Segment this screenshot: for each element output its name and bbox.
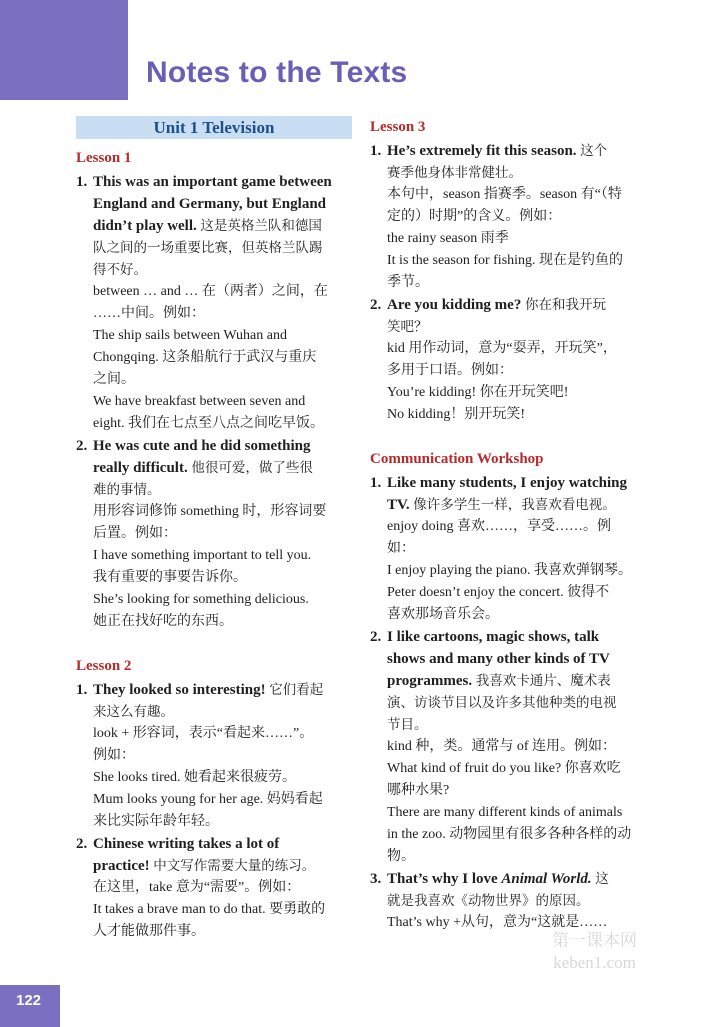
note-sentence: They looked so interesting! [93,682,266,698]
note-number: 1. [76,174,88,190]
note-sentence: really difficult. [93,460,188,476]
note-example: It takes a brave man to do that. 要勇敢的 [93,902,326,917]
note-example: The ship sails between Wuhan and [93,328,287,343]
note-sentence: Chinese writing takes a lot of [93,836,280,852]
workshop-note-3 [370,868,646,934]
note-explanation: 定的）时期”的含义。例如： [387,209,562,224]
note-translation: 笑吧？ [387,319,428,335]
right-column [370,116,646,934]
note-example: We have breakfast between seven and [93,394,306,409]
note-example: 物。 [387,849,415,864]
note-example: I have something important to tell you. [93,548,312,563]
note-explanation: kid 用作动词，意为“耍弄，开玩笑”， [387,341,617,356]
note-explanation: kind 种，类。通常与 of 连用。例如： [387,739,617,754]
note-sentence: England and Germany, but England [93,196,327,212]
lesson-1-heading: Lesson 1 [76,150,132,166]
note-translation: 队之间的一场重要比赛，但英格兰队踢 [93,240,323,256]
note-example: I enjoy playing the piano. 我喜欢弹钢琴。 [387,563,632,578]
note-translation: 它们看起 [269,682,324,698]
note-sentence: That’s why I love [387,871,498,887]
note-explanation: 多用于口语。例如： [387,363,513,378]
note-explanation: That’s why +从句，意为“这就是…… [387,915,608,930]
note-sentence: practice! [93,858,150,874]
note-explanation: 在这里，take 意为“需要”。例如： [93,880,301,895]
note-number: 2. [76,836,88,852]
lesson-1-note-1 [76,171,352,435]
note-sentence: TV. [387,497,410,513]
note-number: 1. [370,475,382,491]
note-example: She looks tired. 她看起来很疲劳。 [93,770,296,785]
note-translation: 节目。 [387,717,428,733]
note-explanation: enjoy doing 喜欢……，享受……。例 [387,519,611,534]
note-sentence: He was cute and he did something [93,438,311,454]
note-translation: 难的事情。 [93,482,161,498]
note-translation: 演、访谈节目以及许多其他种类的电视 [387,695,617,711]
note-translation: 我喜欢卡通片、魔术表 [475,673,611,689]
note-translation: 来这么有趣。 [93,704,174,720]
note-example: in the zoo. 动物园里有很多各种各样的动 [387,827,632,842]
workshop-note-2 [370,626,646,868]
watermark-line-2: keben1.com [553,953,636,972]
lesson-2-note-2 [76,833,352,943]
note-sentence: Are you kidding me? [387,297,522,313]
note-sentence: He’s extremely fit this season. [387,143,577,159]
communication-workshop-heading: Communication Workshop [370,451,544,467]
note-example: You’re kidding! 你在开玩笑吧! [387,385,569,400]
note-explanation: 本句中，season 指赛季。season 有“（特 [387,187,622,202]
note-sentence: This was an important game between [93,174,332,190]
left-column [76,116,352,943]
note-example: 喜欢那场音乐会。 [387,607,499,622]
note-example: the rainy season 雨季 [387,231,509,246]
note-explanation: 如： [387,541,415,556]
note-example: There are many different kinds of animals [387,805,623,820]
note-example: 之间。 [93,372,135,387]
lesson-2-heading: Lesson 2 [76,658,132,674]
page-number: 122 [16,992,42,1009]
note-number: 2. [76,438,88,454]
note-example: 季节。 [387,275,429,290]
lesson-3-note-2 [370,294,646,426]
note-translation: 他很可爱，做了些很 [191,460,313,476]
unit-banner: Unit 1 Television [76,116,352,139]
note-example: 来比实际年龄年轻。 [93,814,219,829]
note-explanation: look + 形容词，表示“看起来……”。 [93,726,314,741]
note-number: 2. [370,297,382,313]
note-translation: 这是英格兰队和德国 [200,218,322,234]
lesson-3-note-1 [370,140,646,294]
note-translation: 赛季他身体非常健壮。 [387,165,522,181]
note-sentence: Like many students, I enjoy watching [387,475,628,491]
note-example: Peter doesn’t enjoy the concert. 彼得不 [387,585,610,600]
watermark-line-1: 第一课本网 [552,931,637,951]
note-explanation: 后置。例如： [93,526,177,541]
note-example: 人才能做那件事。 [93,924,205,939]
note-example: 我有重要的事要告诉你。 [93,570,247,585]
note-sentence: programmes. [387,673,473,689]
note-number: 1. [76,682,88,698]
note-explanation: 用形容词修饰 something 时，形容词要 [93,504,327,519]
note-translation: 像许多学生一样，我喜欢看电视。 [413,497,616,513]
note-sentence: shows and many other kinds of TV [387,651,610,667]
note-translation: 你在和我开玩 [524,297,606,313]
note-translation: 中文写作需要大量的练习。 [153,858,316,874]
note-example: Chongqing. 这条船航行于武汉与重庆 [93,350,317,365]
note-sentence: didn’t play well. [93,218,197,234]
note-example: 哪种水果? [387,783,450,798]
note-translation: 这 [595,871,609,887]
note-example: She’s looking for something delicious. [93,592,309,607]
watermark [552,930,637,974]
note-number: 3. [370,871,382,887]
lesson-3-heading: Lesson 3 [370,119,426,135]
note-example: 她正在找好吃的东西。 [93,614,233,629]
lesson-2-note-1 [76,679,352,833]
corner-accent-block [0,0,128,100]
page-title: Notes to the Texts [146,56,408,89]
note-explanation: 例如： [93,748,135,763]
page-number-box [0,985,60,1027]
note-example: eight. 我们在七点至八点之间吃早饭。 [93,416,324,431]
note-explanation: between … and … 在（两者）之间，在 [93,284,328,299]
note-example: What kind of fruit do you like? 你喜欢吃 [387,761,621,776]
note-example: No kidding！别开玩笑! [387,407,526,422]
note-translation: 这个 [580,143,608,159]
note-translation: 得不好。 [93,262,147,278]
note-number: 2. [370,629,382,645]
note-number: 1. [370,143,382,159]
note-sentence-title: Animal World. [501,871,592,887]
note-example: Mum looks young for her age. 妈妈看起 [93,792,323,807]
note-translation: 就是我喜欢《动物世界》的原因。 [387,893,590,909]
workshop-note-1 [370,472,646,626]
lesson-1-note-2 [76,435,352,633]
note-explanation: ……中间。例如： [93,306,205,321]
note-sentence: I like cartoons, magic shows, talk [387,629,600,645]
note-example: It is the season for fishing. 现在是钓鱼的 [387,253,624,268]
